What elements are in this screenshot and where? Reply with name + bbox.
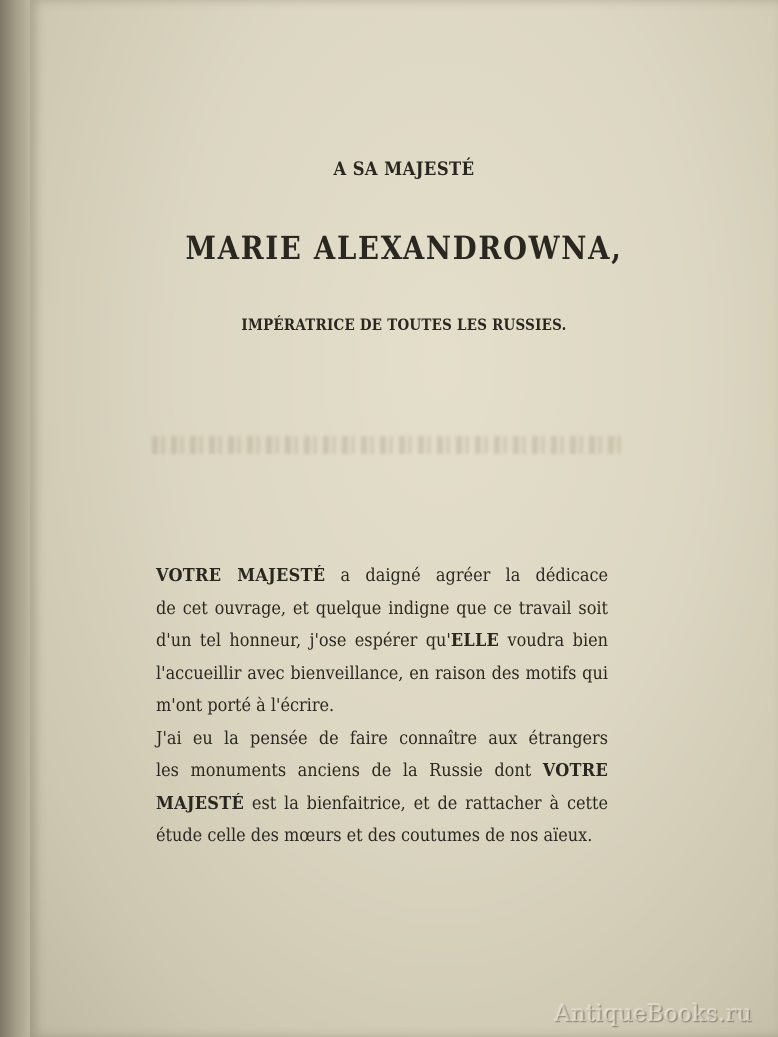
paragraph-1 <box>156 560 608 723</box>
text-line: m'ont porté à l'écrire. <box>156 696 335 716</box>
text-line <box>156 755 608 788</box>
small-caps-phrase: VOTRE <box>542 761 609 781</box>
text-span: les monuments anciens de la Russie dont <box>156 761 532 781</box>
text-line: étude celle des mœurs et des coutumes de nos aïeux. <box>156 826 593 846</box>
text-line: de cet ouvrage, et quelque indigne que ce travail soit <box>156 598 609 619</box>
text-span: a daigné agréer la dédicace <box>340 566 609 586</box>
dedication-heading: A SA MAJESTÉ <box>333 158 475 180</box>
text-line <box>156 625 608 658</box>
text-line <box>156 560 608 593</box>
text-line: l'accueillir avec bienveillance, en raison des motifs qui <box>156 663 609 684</box>
small-caps-phrase: VOTRE MAJESTÉ <box>156 566 326 586</box>
dedicatee-title: IMPÉRATRICE DE TOUTES LES RUSSIES. <box>241 315 567 334</box>
dedication-body <box>156 560 608 853</box>
ink-show-through <box>152 436 622 454</box>
dedicatee-name: MARIE ALEXANDROWNA, <box>185 229 623 267</box>
text-span: voudra bien <box>507 631 609 651</box>
site-watermark: AntiqueBooks.ru <box>554 1001 752 1027</box>
text-span: est la bienfaitrice, et de rattacher à cette <box>251 793 609 814</box>
text-line: J'ai eu la pensée de faire connaître aux étrangers <box>156 728 609 749</box>
paragraph-2 <box>156 723 608 853</box>
text-line <box>156 788 608 821</box>
small-caps-phrase: MAJESTÉ <box>156 793 245 814</box>
book-page <box>30 0 778 1037</box>
text-span: d'un tel honneur, j'ose espérer qu' <box>156 631 451 651</box>
small-caps-phrase: ELLE <box>450 631 500 651</box>
